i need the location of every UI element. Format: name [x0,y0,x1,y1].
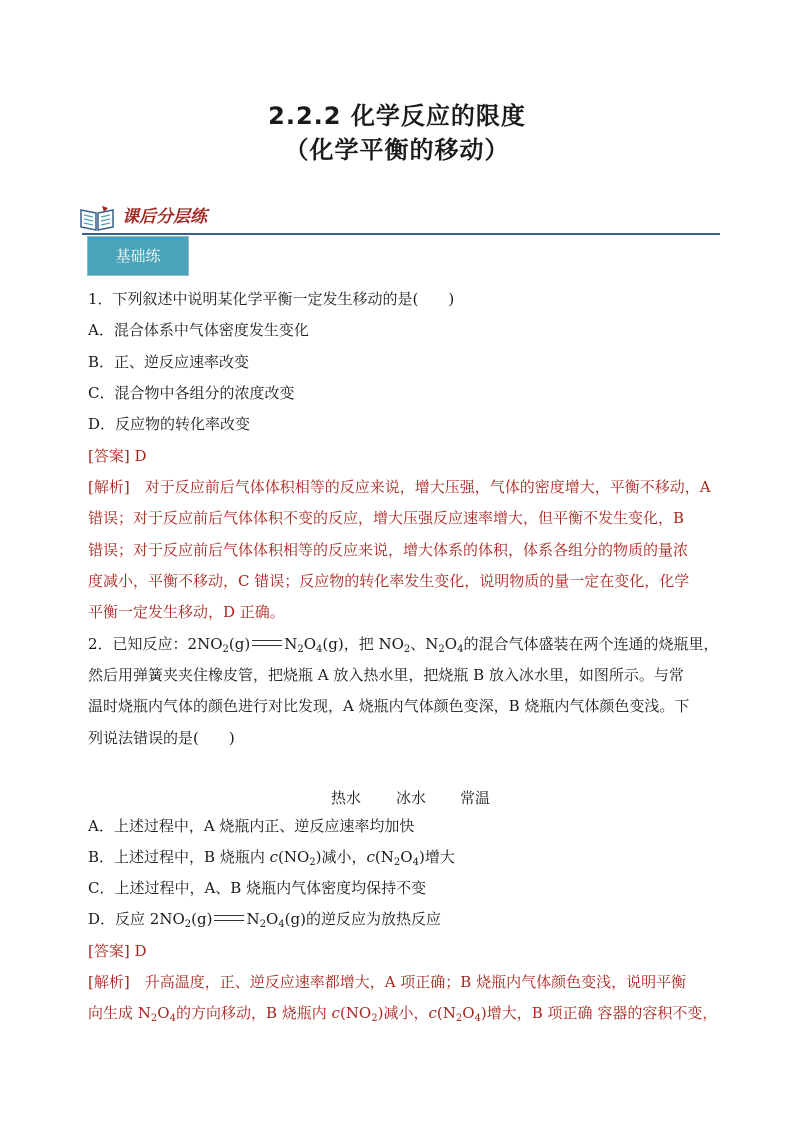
q1-stem: 1．下列叙述中说明某化学平衡一定发生移动的是( ) [88,290,455,308]
q2-stem-line1: 2．已知反应：$2NO_2(g)$ $N_2O_4(g)$，把 $NO_2$、$N_2O_4$的混合气体盛装在两个连通的烧瓶里， [88,635,719,655]
page-subtitle: （化学平衡的移动） [284,136,510,164]
page-title: 2.2.2 化学反应的限度 [268,102,526,130]
equilibrium-arrow [214,915,244,921]
book-icon [78,204,116,232]
q1-analysis-line: 错误；对于反应前后气体体积相等的反应来说，增大体系的体积，体系各组分的物质的量浓 [88,541,689,559]
q2-option-b: B．上述过程中，B 烧瓶内 $c(NO_2)$减小，$c(N_2O_4)$增大 [88,848,455,868]
q2-analysis-line: 向生成 $N_2O_4$的方向移动，B 烧瓶内 $c(NO_2)$减小，$c(N_2O_4)$增大，B 项正确 容器的容积不变， [88,1004,718,1024]
caption-hot-water: 热水 [331,789,362,807]
equilibrium-arrow [252,640,282,646]
q2-option-a: A．上述过程中，A 烧瓶内正、逆反应速率均加快 [88,817,415,835]
q2-answer: [答案] D [88,942,147,960]
q1-answer: [答案] D [88,447,147,465]
q1-option-a: A．混合体系中气体密度发生变化 [88,321,309,339]
q2-option-d: D．反应 $2NO_2(g)$ $N_2O_4(g)$的逆反应为放热反应 [88,910,441,930]
caption-ice-water: 冰水 [396,789,427,807]
q1-analysis-line: 度减小，平衡不移动，C 错误；反应物的转化率发生变化，说明物质的量一定在变化，化学 [88,572,690,590]
q2-stem-line: 然后用弹簧夹夹住橡皮管，把烧瓶 A 放入热水里，把烧瓶 B 放入冰水里，如图所示。与常 [88,666,684,684]
section-header [78,200,720,236]
q1-analysis-line: 平衡一定发生移动，D 正确。 [88,603,285,621]
caption-room-temp: 常温 [460,789,491,807]
q2-analysis-line: [解析] 升高温度，正、逆反应速率都增大，A 项正确；B 烧瓶内气体颜色变浅，说明平衡 [88,973,687,991]
q1-option-d: D．反应物的转化率改变 [88,415,251,433]
q1-option-c: C．混合物中各组分的浓度改变 [88,384,295,402]
q2-stem-line: 列说法错误的是( ) [88,729,235,747]
q1-analysis-line: [解析] 对于反应前后气体体积相等的反应来说，增大压强，气体的密度增大，平衡不移动，A [88,478,711,496]
section-divider [82,233,720,235]
q1-analysis-line: 错误；对于反应前后气体体积不变的反应，增大压强反应速率增大，但平衡不发生变化，B [88,509,685,527]
q2-option-c: C．上述过程中，A、B 烧瓶内气体密度均保持不变 [88,879,427,897]
q1-option-b: B．正、逆反应速率改变 [88,353,250,371]
q2-stem-line: 温时烧瓶内气体的颜色进行对比发现，A 烧瓶内气体颜色变深，B 烧瓶内气体颜色变浅。下 [88,697,690,715]
basic-practice-tab: 基础练 [87,236,189,276]
section-label: 课后分层练 [122,207,207,227]
